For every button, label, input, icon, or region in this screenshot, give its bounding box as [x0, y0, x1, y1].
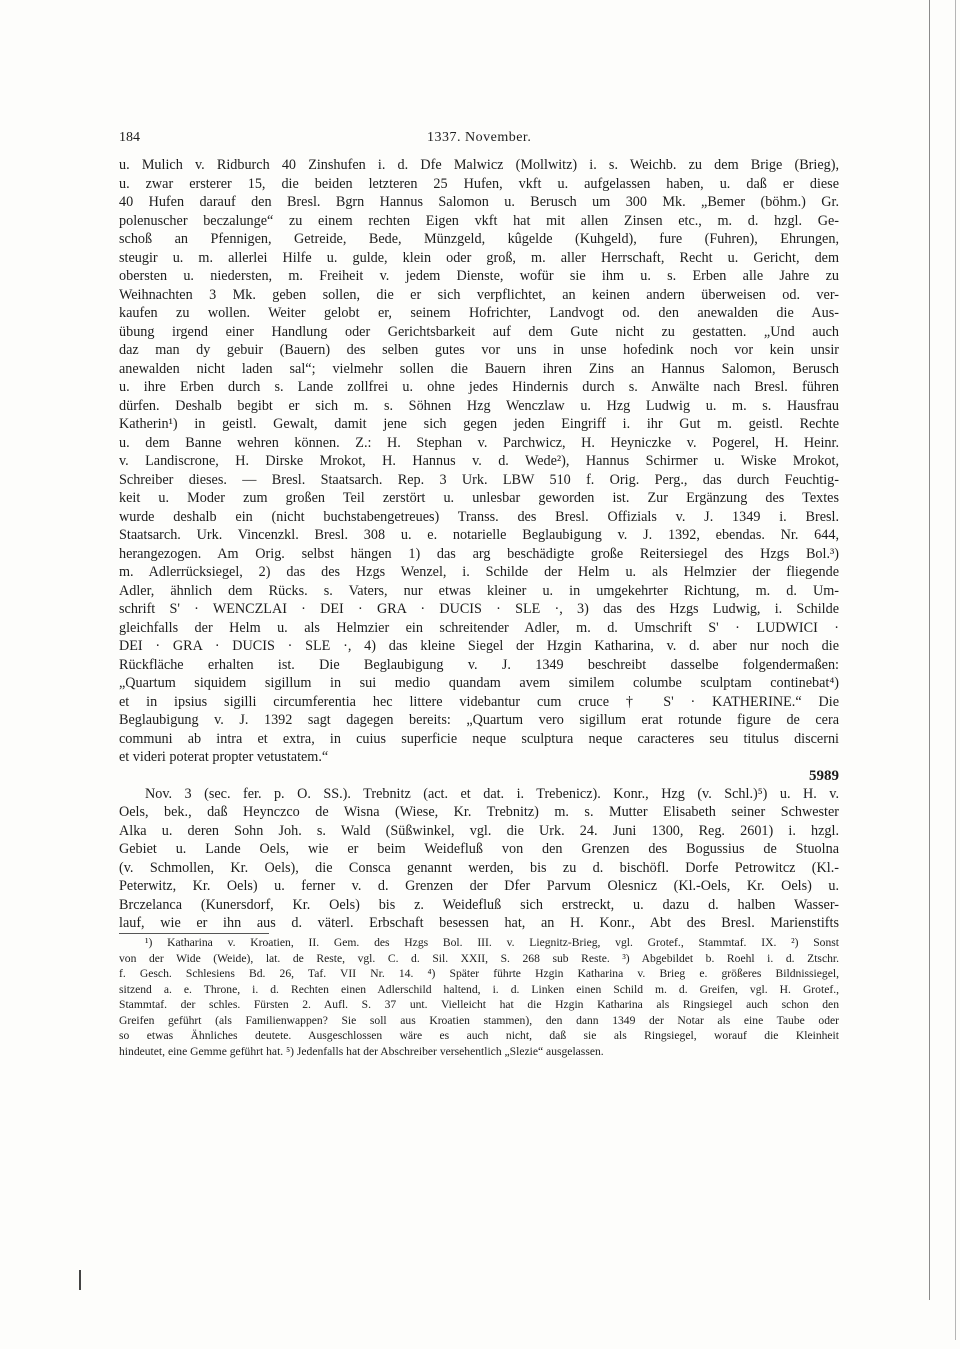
text-line: lauf, wie er ihn aus d. väterl. Erbschaft besessen hat, an H. Konr., Abt des Bresl. Marienstifts: [119, 915, 839, 931]
text-line: (v. Schmollen, Kr. Oels), die Consca genannt werden, bis zu d. bischöfl. Dorfe Petrowitcz (Kl.-: [119, 859, 839, 876]
text-line: übung irgend einer Handlung oder Gerichtsbarkeit auf dem Gute nicht zu gestatten. „Und auch: [119, 323, 839, 340]
text-line: wurde deshalb ein (nicht buchstabengetreues) Transs. des Bresl. Offizials v. J. 1349 i. Bresl.: [119, 508, 839, 525]
text-line: Staatsarch. Urk. Vincenzkl. Bresl. 308 u. e. notarielle Beglaubigung v. J. 1392, ebendas. Nr. 644,: [119, 527, 839, 543]
text-line: u. zwar ersterer 15, die beiden letzteren 25 Hufen, vkft u. aufgelassen haben, u. daß er diese: [119, 175, 839, 192]
text-line: Oels, bek., daß Heynczco de Wisna (Wiese, Kr. Trebnitz) m. s. Mutter Elisabeth seiner Schwester: [119, 804, 839, 820]
footnote-line: von der Wide (Weide), lat. de Reste, vgl. C. d. Sil. XXII, S. 268 sub Reste. ³) Abgebildet b. Roehl i. d. Ztschr.: [119, 951, 839, 965]
text-line: m. Adlerrücksiegel, 2) das des Hzgs Wenzel, i. Schilde der Helm u. als Helmzier der fliegende: [119, 564, 839, 580]
footnotes: [119, 935, 839, 1059]
text-line: Beglaubigung v. J. 1392 sagt dagegen bereits: „Quartum vero sigillum erat rotunde figure de cera: [119, 712, 839, 728]
text-line: et videri poterat propter vetustatem.“: [119, 749, 329, 765]
footnote-line: ¹) Katharina v. Kroatien, II. Gem. des Hzgs Bol. III. v. Liegnitz-Brieg, vgl. Grotef., Stammtaf. IX. ²) Sonst: [145, 936, 839, 949]
text-line: Adler, ähnlich dem Rücks. s. Vaters, nur etwas kleiner u. in umgekehrter Richtung, m. d. Um-: [119, 582, 839, 599]
text-line: DEI · GRA · DUCIS · SLE ·, 4) das kleine Siegel der Hzgin Katharina, v. d. aber nur noch die: [119, 638, 839, 654]
text-line: obersten u. niedersten, m. Freiheit v. jedem Dienste, wofür sie ihm u. s. Erben alle Jahre zu: [119, 268, 839, 284]
text-line: Weihnachten 3 Mk. geben sollen, die er sich verpflichtet, an keinen andern überweisen od. ver-: [119, 286, 839, 303]
text-line: Gebiet u. Lande Oels, wie er beim Weidefluß von den Grenzen des Bogussius de Stuolna: [119, 841, 839, 857]
text-line: v. Landiscrone, H. Dirske Mrokot, H. Hannus v. d. Wede²), Hannus Schirmer u. Wiske Mrokot,: [119, 453, 839, 469]
footnote-line: Greifen geführt (als Familienwappen? Sie soll aus Kroatien stammen), den dann 1349 der Notar als eine Taube oder: [119, 1013, 839, 1027]
text-line: keit u. Moder zum großen Teil zerstört u. unlesbar geworden ist. Zur Ergänzung des Textes: [119, 490, 839, 506]
footnote-separator: [119, 933, 269, 934]
document-number: 5989: [809, 767, 839, 784]
text-line: Alka u. deren Sohn Joh. s. Wald (Süßwinkel, vgl. die Urk. 24. Juni 1300, Reg. 2601) i. hzgl.: [119, 822, 839, 839]
running-head: 1337. November.: [427, 130, 532, 145]
text-line: anewalden nicht laden sal“; vielmehr sollen die Bauern ihren Zins an Hannus Salomon, Berusch: [119, 360, 839, 377]
text-line: steugir u. m. allerlei Hilfe u. gulde, klein oder groß, m. aller Herrschaft, Recht u. Gericht, dem: [119, 249, 839, 266]
text-line: dürfen. Deshalb begibt er sich m. s. Söhnen Hzg Wenczlaw u. Hzg Ludwig u. m. s. Hausfrau: [119, 397, 839, 414]
main-text: [119, 156, 839, 933]
text-line: Schreiber dieses. — Bresl. Staatsarch. Rep. 3 Urk. LBW 510 f. Orig. Perg., das durch Feuchtig-: [119, 471, 839, 488]
footnote-line: so etwas Ähnliches deutete. Ausgeschlossen wäre es auch nicht, daß sie als Ringsiegel, worauf die Kleinheit: [119, 1029, 839, 1042]
text-line: kaufen zu wollen. Weiter gelobt er, seinem Hofrichter, Landvogt od. den anewalden die Aus-: [119, 305, 839, 321]
text-line: communi ab intra et extra, in cuius superficie neque sculptura neque caracteres seu titulus discerni: [119, 730, 839, 747]
text-line: Rückfläche erhalten ist. Die Beglaubigung v. J. 1349 beschreibt dasselbe folgendermaßen:: [119, 656, 839, 673]
page-header: [119, 130, 839, 150]
footnote-line: Stammtaf. der schles. Fürsten 2. Aufl. S. 37 unt. Vielleicht hat die Hzgin Katharina als Ringsiegel auch schon den: [119, 998, 839, 1011]
text-line: gleichfalls der Helm u. als Helmzier ein schreitender Adler, m. d. Umschrift S' · LUDWICI ·: [119, 619, 839, 636]
page-number: 184: [119, 130, 140, 145]
text-line: u. Mulich v. Ridburch 40 Zinshufen i. d. Dfe Malwicz (Mollwitz) i. s. Weichb. zu dem Brige (Brieg),: [119, 157, 839, 173]
text-line: Peterwitz, Kr. Oels) u. ferner v. d. Grenzen der Dfer Parvum Olesnicz (Kl.-Oels, Kr. Oels) u.: [119, 878, 839, 894]
text-line: „Quartum siquidem sigillum in sui medio quandam avem similem columbe sculptam continebat⁴): [119, 675, 839, 691]
text-line: herangezogen. Am Orig. selbst hängen 1) das arg beschädigte große Reitersiegel des Hzgs Bol.³): [119, 545, 839, 562]
text-line: Katherin¹) in geistl. Gewalt, damit jene sich gegen jeden Eingriff i. ihr Gut m. geistl. Rechte: [119, 416, 839, 432]
text-line: schrift S' · WENCZLAI · DEI · GRA · DUCIS · SLE ·, 3) das des Hzgs Ludwig, i. Schilde: [119, 601, 839, 617]
footnote-line: sitzend a. e. Throne, i. d. Rechten einen Adlerschild haltend, i. d. Linken einen Schild m. d. Greifen, vgl. H. Grotef.,: [119, 982, 839, 996]
text-line: u. ihre Erben durch s. Lande zollfrei u. ohne jedes Hindernis durch s. Anwälte nach Bresl. führen: [119, 379, 839, 395]
page-edge-line: [929, 0, 930, 1300]
scan-mark: [79, 1270, 81, 1290]
text-line: Brczelanca (Kunersdorf, Kr. Oels) bis z. Weidefluß sich erstreckt, u. dazu d. halben Wasser-: [119, 896, 839, 913]
text-line: u. dem Banne wehren können. Z.: H. Stephan v. Parchwicz, H. Heyniczke v. Pogerel, H. Heinr.: [119, 434, 839, 451]
entry-heading-line: Nov. 3 (sec. fer. p. O. SS.). Trebnitz (act. et dat. i. Trebenicz). Konr., Hzg (v. Schl.)⁵) u. H. v.: [145, 785, 839, 802]
footnote-line: f. Gesch. Schlesiens Bd. 26, Taf. VII Nr. 14. ⁴) Später führte Hzgin Katharina v. Brieg e. größeres Bildnissiegel,: [119, 967, 839, 980]
page-edge-line-outer: [955, 0, 956, 1340]
text-line: et in ipsius sigilli circumferentia hec littere videbantur cum cruce † S' · KATHERINE.“ Die: [119, 693, 839, 710]
footnote-line: hindeutet, eine Gemme geführt hat. ⁵) Jedenfalls hat der Abschreiber versehentlich „Slezie“ ausgelassen.: [119, 1044, 604, 1058]
text-line: polenuscher beczalunge“ zu einem rechten Eigen vkft hat mit allen Zinsen etc., m. d. hzgl. Ge-: [119, 212, 839, 229]
text-line: schoß an Pfennigen, Getreide, Bede, Münzgeld, kûgelde (Kuhgeld), fure (Fuhren), Ehrungen,: [119, 231, 839, 247]
text-line: daz man dy gebuir (Bauern) des selben gutes vor uns in unse hofedink noch vor kein unsir: [119, 342, 839, 358]
text-line: 40 Hufen darauf den Bresl. Bgrn Hannus Salomon u. Berusch um 300 Mk. „Bemer (böhm.) Gr.: [119, 194, 839, 210]
